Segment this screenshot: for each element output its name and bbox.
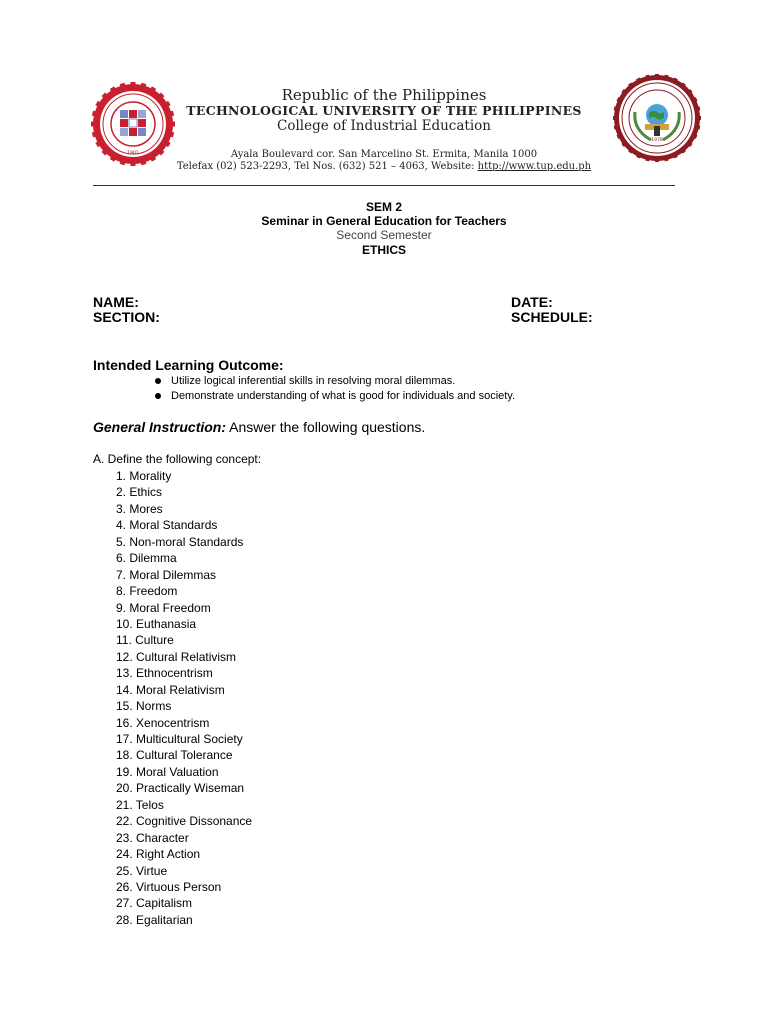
list-item: 6. Dilemma xyxy=(116,551,177,566)
list-item: 12. Cultural Relativism xyxy=(116,649,237,664)
right-logo-year: 1978 xyxy=(651,138,663,143)
left-logo-year: 1901 xyxy=(127,151,139,156)
general-instruction xyxy=(93,419,425,435)
list-item: 5. Non-moral Standards xyxy=(116,534,244,549)
section-label: SECTION: xyxy=(93,309,160,325)
outcome-text: Demonstrate understanding of what is good for individuals and society. xyxy=(171,390,516,402)
list-item: 15. Norms xyxy=(116,699,172,714)
sem-label: SEM 2 xyxy=(365,200,402,214)
list-item: 26. Virtuous Person xyxy=(116,879,222,894)
schedule-label: SCHEDULE: xyxy=(511,309,593,325)
list-item: 16. Xenocentrism xyxy=(116,715,210,730)
course-title: Seminar in General Education for Teachers xyxy=(261,214,507,228)
semester-label: Second Semester xyxy=(336,228,432,242)
contact-line xyxy=(150,161,618,172)
list-item: 4. Moral Standards xyxy=(116,518,218,533)
bullet-icon xyxy=(155,393,161,399)
list-item: 9. Moral Freedom xyxy=(116,600,211,615)
part-a-heading: A. Define the following concept: xyxy=(93,452,262,466)
college-name: College of Industrial Education xyxy=(277,118,491,134)
address-line: Ayala Boulevard cor. San Marcelino St. Ermita, Manila 1000 xyxy=(230,149,538,160)
list-item: 1. Morality xyxy=(116,469,172,483)
instruction-text: Answer the following questions. xyxy=(226,419,426,435)
outcome-heading: Intended Learning Outcome: xyxy=(93,357,284,373)
subject-title: ETHICS xyxy=(361,243,406,257)
list-item: 27. Capitalism xyxy=(116,896,193,911)
republic-heading: Republic of the Philippines xyxy=(281,86,487,104)
list-item: 23. Character xyxy=(116,830,189,845)
contact-text: Telefax (02) 523-2293, Tel Nos. (632) 521 – 4063, Website: xyxy=(176,161,478,172)
instruction-label: General Instruction: xyxy=(93,419,227,435)
cie-seal-logo xyxy=(610,73,704,163)
date-label: DATE: xyxy=(511,294,553,310)
list-item: 3. Mores xyxy=(116,501,163,516)
list-item: 19. Moral Valuation xyxy=(116,764,219,779)
bullet-icon xyxy=(155,378,161,384)
website-link[interactable]: http://www.tup.edu.ph xyxy=(477,161,592,172)
list-item: 14. Moral Relativism xyxy=(116,682,225,697)
list-item: 13. Ethnocentrism xyxy=(116,666,213,681)
outcome-text: Utilize logical inferential skills in resolving moral dilemmas. xyxy=(171,375,456,387)
list-item: 7. Moral Dilemmas xyxy=(116,567,217,582)
list-item: 10. Euthanasia xyxy=(116,616,197,631)
list-item: 28. Egalitarian xyxy=(116,912,193,927)
list-item: 11. Culture xyxy=(116,633,174,648)
university-name: TECHNOLOGICAL UNIVERSITY OF THE PHILIPPINES xyxy=(186,103,582,118)
list-item: 24. Right Action xyxy=(116,847,201,862)
letterhead-divider xyxy=(93,185,675,186)
list-item: 17. Multicultural Society xyxy=(116,732,243,746)
list-item: 22. Cognitive Dissonance xyxy=(116,814,253,829)
list-item: 18. Cultural Tolerance xyxy=(116,748,233,763)
concept-list xyxy=(116,468,252,928)
list-item: 21. Telos xyxy=(116,797,164,812)
list-item: 25. Virtue xyxy=(116,863,168,878)
list-item: 8. Freedom xyxy=(116,584,178,599)
name-label: NAME: xyxy=(93,294,139,310)
list-item: 20. Practically Wiseman xyxy=(116,781,245,796)
list-item: 2. Ethics xyxy=(116,485,163,500)
